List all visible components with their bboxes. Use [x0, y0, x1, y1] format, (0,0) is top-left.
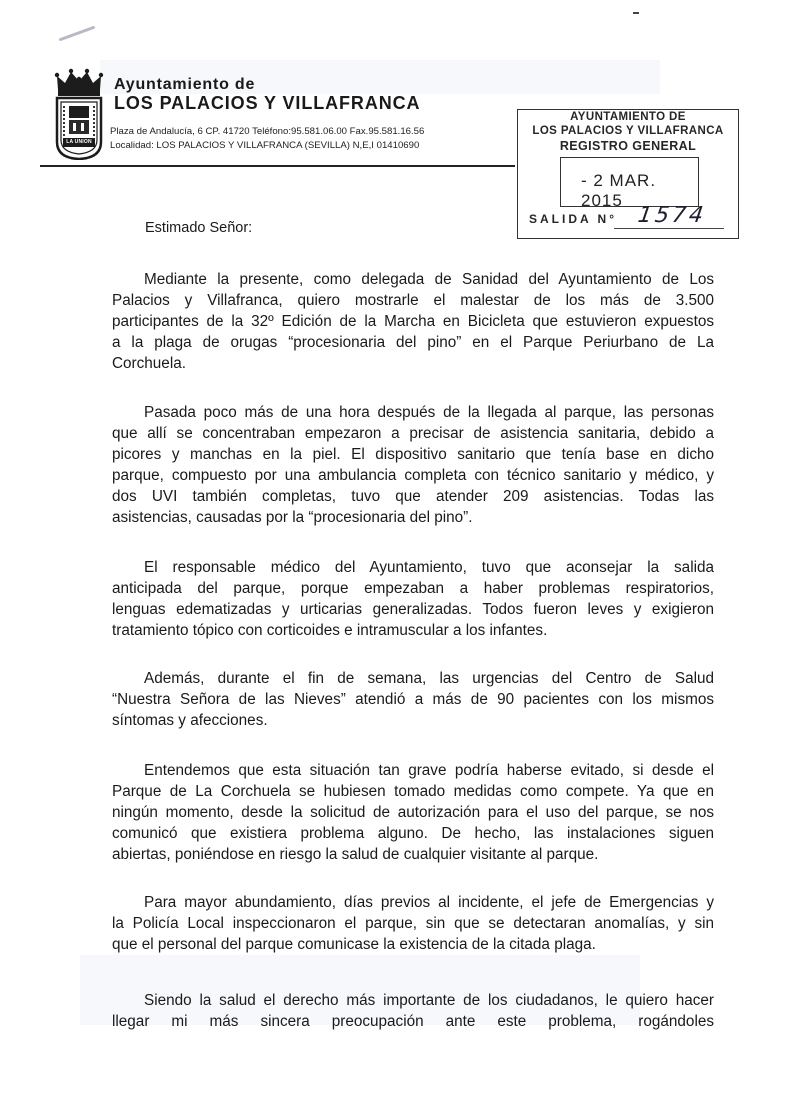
letter-greeting: Estimado Señor:: [145, 220, 253, 236]
stamp-salida-label: SALIDA N°: [529, 212, 618, 226]
org-name-line1: Ayuntamiento de: [114, 76, 256, 93]
org-name-line2: LOS PALACIOS Y VILLAFRANCA: [114, 93, 421, 113]
paragraph-line: anticipada del parque, porque empezaban a haber problemas respiratorios,: [112, 580, 714, 597]
paragraph-line: picores y manchas en la piel. El dispositivo sanitario que tenía base en dicho: [112, 446, 714, 463]
paragraph-line: a la plaga de orugas “procesionaria del pino” en el Parque Periurbano de La: [112, 334, 714, 351]
paragraph-4: [112, 668, 714, 731]
org-locality: Localidad: LOS PALACIOS Y VILLAFRANCA (SEVILLA) N,E,I 01410690: [110, 140, 420, 151]
org-address: Plaza de Andalucía, 6 CP. 41720 Teléfono:95.581.06.00 Fax.95.581.16.56: [110, 126, 425, 137]
paragraph-line: dos UVI también completas, tuvo que atender 209 asistencias. Todas las: [112, 488, 714, 505]
paragraph-line: Para mayor abundamiento, días previos al incidente, el jefe de Emergencias y: [144, 894, 714, 911]
stamp-org-line1: AYUNTAMIENTO DE: [570, 111, 686, 123]
paragraph-line: Además, durante el fin de semana, las urgencias del Centro de Salud: [144, 670, 714, 687]
paragraph-line: Entendemos que esta situación tan grave podría haberse evitado, si desde el: [144, 762, 714, 779]
stamp-salida-number: 1574: [636, 203, 708, 228]
registry-stamp: [517, 109, 739, 239]
paragraph-line: asistencias, causadas por la “procesionaria del pino”.: [112, 509, 473, 526]
header-divider: [40, 165, 515, 167]
scan-dot-mark: [633, 12, 639, 14]
paragraph-2: [112, 402, 714, 528]
stamp-registry-title: REGISTRO GENERAL: [559, 139, 697, 153]
municipal-coat-of-arms-icon: [54, 68, 104, 160]
paragraph-line: participantes de la 32º Edición de la Marcha en Bicicleta que estuvieron expuestos: [112, 313, 714, 330]
paragraph-line: parque, compuesto por una ambulancia completa con técnico sanitario y médico, y: [112, 467, 714, 484]
paragraph-line: Corchuela.: [112, 355, 186, 372]
paragraph-7: [112, 990, 714, 1032]
paragraph-3: [112, 557, 714, 641]
paragraph-line: ningún momento, desde la solicitud de autorización para el uso del parque, se nos: [112, 804, 714, 821]
paragraph-line: Siendo la salud el derecho más importante de los ciudadanos, le quiero hacer: [144, 992, 714, 1009]
paragraph-line: “Nuestra Señora de las Nieves” atendió a más de 90 pacientes con los mismos: [112, 691, 714, 708]
paragraph-line: abiertas, poniéndose en riesgo la salud de cualquier visitante al parque.: [112, 846, 599, 863]
stamp-date: - 2 MAR. 2015: [581, 171, 657, 210]
paragraph-line: la Policía Local inspeccionaron el parque, sin que se detectaran anomalías, y sin: [112, 915, 714, 932]
paragraph-line: tratamiento tópico con corticoides e intramuscular a los infantes.: [112, 622, 548, 639]
stamp-salida-underline: [614, 228, 724, 229]
paragraph-line: Palacios y Villafranca, quiero mostrarle el malestar de los más de 3.500: [112, 292, 714, 309]
crest-ribbon-text: LA UNION: [66, 139, 92, 145]
paragraph-6: [112, 892, 714, 955]
paragraph-line: Parque de La Corchuela se hubiesen tomado medidas como compete. Ya que en: [112, 783, 714, 800]
paragraph-5: [112, 760, 714, 865]
paragraph-line: lenguas edematizadas y urticarias generalizadas. Todos fueron leves y exigieron: [112, 601, 714, 618]
paragraph-line: que el personal del parque comunicase la existencia de la citada plaga.: [112, 936, 596, 953]
paragraph-line: comunicó que existiera problema alguno. De hecho, las instalaciones siguen: [112, 825, 714, 842]
stamp-date-box: [560, 157, 699, 210]
paragraph-line: Pasada poco más de una hora después de la llegada al parque, las personas: [144, 404, 714, 421]
paragraph-line: llegar mi más sincera preocupación ante este problema, rogándoles: [112, 1013, 714, 1030]
paragraph-line: Mediante la presente, como delegada de Sanidad del Ayuntamiento de Los: [144, 271, 714, 288]
paragraph-line: El responsable médico del Ayuntamiento, tuvo que aconsejar la salida: [144, 559, 714, 576]
paragraph-1: [112, 269, 714, 374]
scan-pen-mark: [59, 26, 96, 42]
stamp-org-line2: LOS PALACIOS Y VILLAFRANCA: [532, 125, 724, 137]
paragraph-line: que allí se concentraban empezaron a precisar de asistencia sanitaria, debido a: [112, 425, 714, 442]
paragraph-line: síntomas y afecciones.: [112, 712, 268, 729]
